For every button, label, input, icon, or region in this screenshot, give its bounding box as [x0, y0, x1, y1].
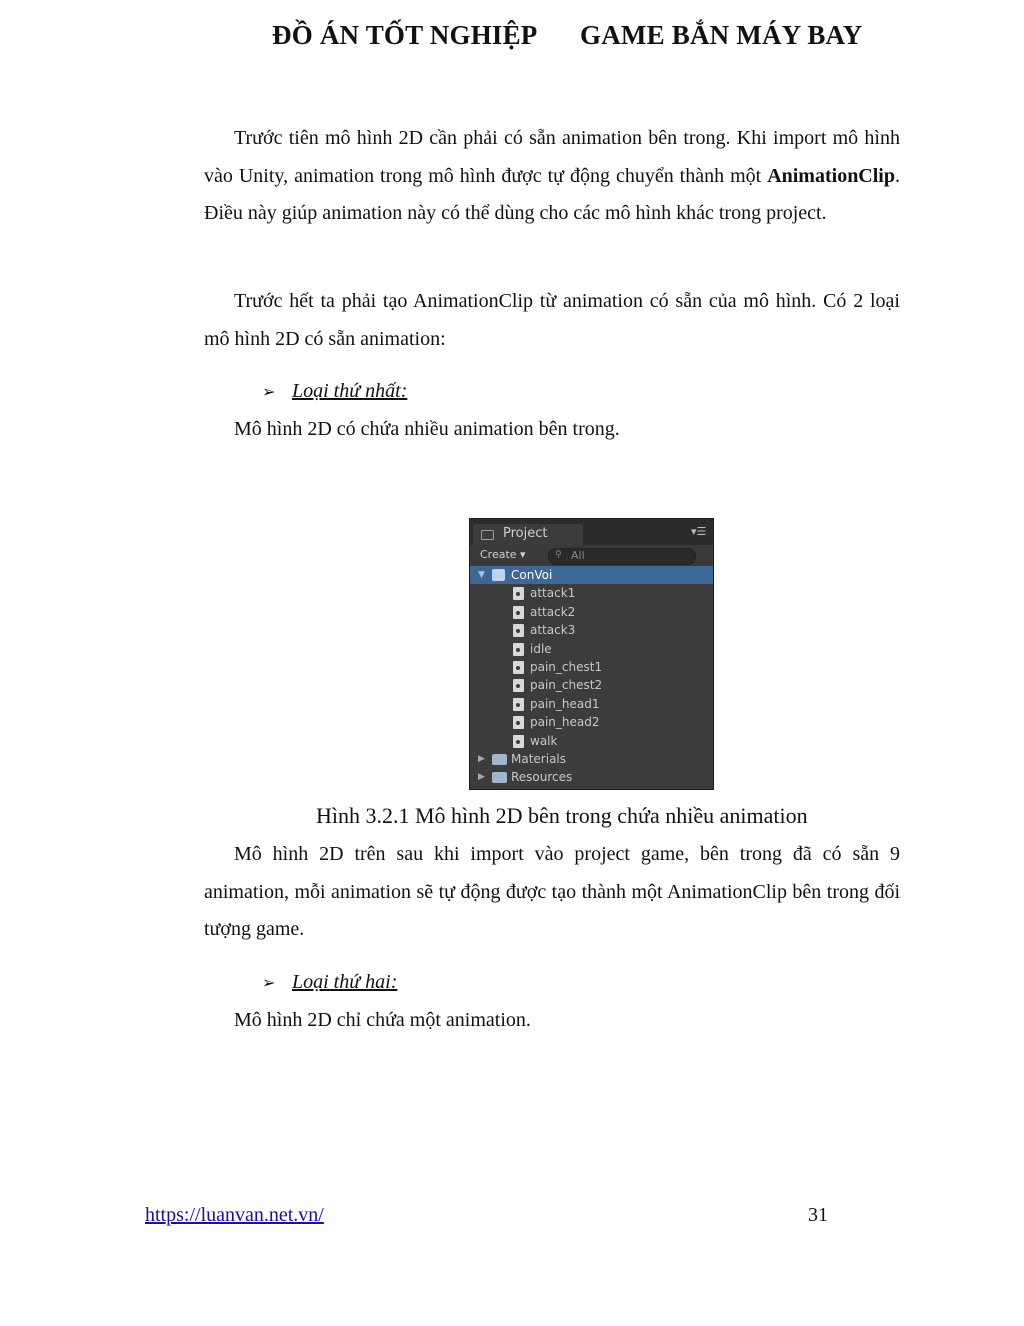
page-header	[0, 20, 1024, 56]
model-icon	[492, 569, 505, 581]
unity-project-panel	[469, 518, 714, 790]
tree-item-clip[interactable]	[470, 584, 713, 602]
animation-clip-icon	[513, 735, 524, 748]
search-icon: ⚲	[555, 550, 562, 560]
paragraph-intro-text-1: Trước tiên mô hình 2D cần phải có sẵn animation bên trong. Khi import mô hình vào Unity, animation trong mô hình được tự động chuyển thành một	[204, 127, 900, 187]
paragraph-intro	[204, 120, 900, 233]
expand-down-icon[interactable]: ▼	[478, 570, 485, 580]
header-left-title: ĐỒ ÁN TỐT NGHIỆP	[272, 20, 538, 50]
animation-clip-icon	[513, 661, 524, 674]
tree-item-label: ConVoi	[511, 568, 553, 582]
animation-clip-icon	[513, 716, 524, 729]
animation-clip-icon	[513, 698, 524, 711]
animation-clip-icon	[513, 587, 524, 600]
clip-label: attack2	[530, 604, 576, 619]
clip-label: walk	[530, 733, 558, 748]
paragraph-types: Trước hết ta phải tạo AnimationClip từ animation có sẵn của mô hình. Có 2 loại mô hình 2D có sẵn animation:	[204, 290, 900, 350]
paragraph-after-figure: Mô hình 2D trên sau khi import vào project game, bên trong đã có sẵn 9 animation, mỗi animation sẽ tự động được tạo thành một AnimationClip bên trong đối tượng game.	[204, 843, 900, 941]
clip-label: pain_chest2	[530, 678, 603, 693]
expand-right-icon[interactable]: ▶	[478, 772, 485, 783]
folder-tab-icon	[481, 530, 494, 540]
paragraph-intro-bold-term: AnimationClip	[767, 164, 895, 187]
tree-item-clip[interactable]	[470, 695, 713, 713]
bullet-first-label: Loại thứ nhất:	[292, 380, 408, 402]
paragraph-intro-text-2: . Điều này giúp animation này có thể dùng cho các mô hình khác trong project.	[204, 164, 900, 225]
tree-item-clip[interactable]	[470, 621, 713, 639]
animation-clip-icon	[513, 624, 524, 637]
tree-item-folder-resources[interactable]	[470, 768, 713, 786]
panel-tab-bar	[470, 519, 713, 545]
tree-item-folder-materials[interactable]	[470, 750, 713, 768]
folder-label: Resources	[511, 770, 573, 785]
clip-label: pain_head1	[530, 696, 600, 711]
clip-label: pain_chest1	[530, 659, 603, 674]
figure-caption: Hình 3.2.1 Mô hình 2D bên trong chứa nhiều animation	[316, 803, 808, 828]
clip-label: attack3	[530, 623, 576, 638]
animation-clip-icon	[513, 643, 524, 656]
project-tree	[470, 566, 713, 787]
create-button[interactable]: Create ▾	[480, 548, 526, 561]
arrow-bullet-icon: ➢	[262, 973, 276, 992]
arrow-bullet-icon: ➢	[262, 382, 276, 401]
first-type-description: Mô hình 2D có chứa nhiều animation bên trong.	[234, 418, 620, 440]
bullet-first-type	[262, 376, 407, 407]
tab-project[interactable]	[473, 524, 583, 545]
folder-label: Materials	[511, 751, 567, 766]
page-number: 31	[808, 1204, 828, 1226]
tree-item-convoi[interactable]	[470, 566, 713, 584]
header-right-title: GAME BẮN MÁY BAY	[580, 20, 863, 50]
expand-right-icon[interactable]: ▶	[478, 753, 485, 764]
bullet-second-label: Loại thứ hai:	[292, 971, 398, 993]
panel-toolbar	[470, 545, 713, 567]
second-type-description: Mô hình 2D chỉ chứa một animation.	[234, 1009, 531, 1031]
footer-link[interactable]: https://luanvan.net.vn/	[145, 1204, 324, 1226]
animation-clip-icon	[513, 679, 524, 692]
clip-label: pain_head2	[530, 715, 600, 730]
tab-project-label: Project	[503, 526, 548, 541]
tree-item-clip[interactable]	[470, 676, 713, 694]
bullet-second-type	[262, 967, 397, 998]
panel-menu-icon[interactable]: ▾☰	[691, 525, 707, 538]
clip-label: attack1	[530, 586, 576, 601]
tree-item-clip[interactable]	[470, 658, 713, 676]
tree-item-clip[interactable]	[470, 732, 713, 750]
clip-label: idle	[530, 641, 552, 656]
tree-item-clip[interactable]	[470, 603, 713, 621]
folder-icon	[492, 772, 507, 783]
tree-item-clip[interactable]	[470, 713, 713, 731]
folder-icon	[492, 754, 507, 765]
search-placeholder: All	[571, 549, 585, 562]
search-input[interactable]	[548, 548, 696, 565]
animation-clip-icon	[513, 606, 524, 619]
tree-item-clip[interactable]	[470, 640, 713, 658]
